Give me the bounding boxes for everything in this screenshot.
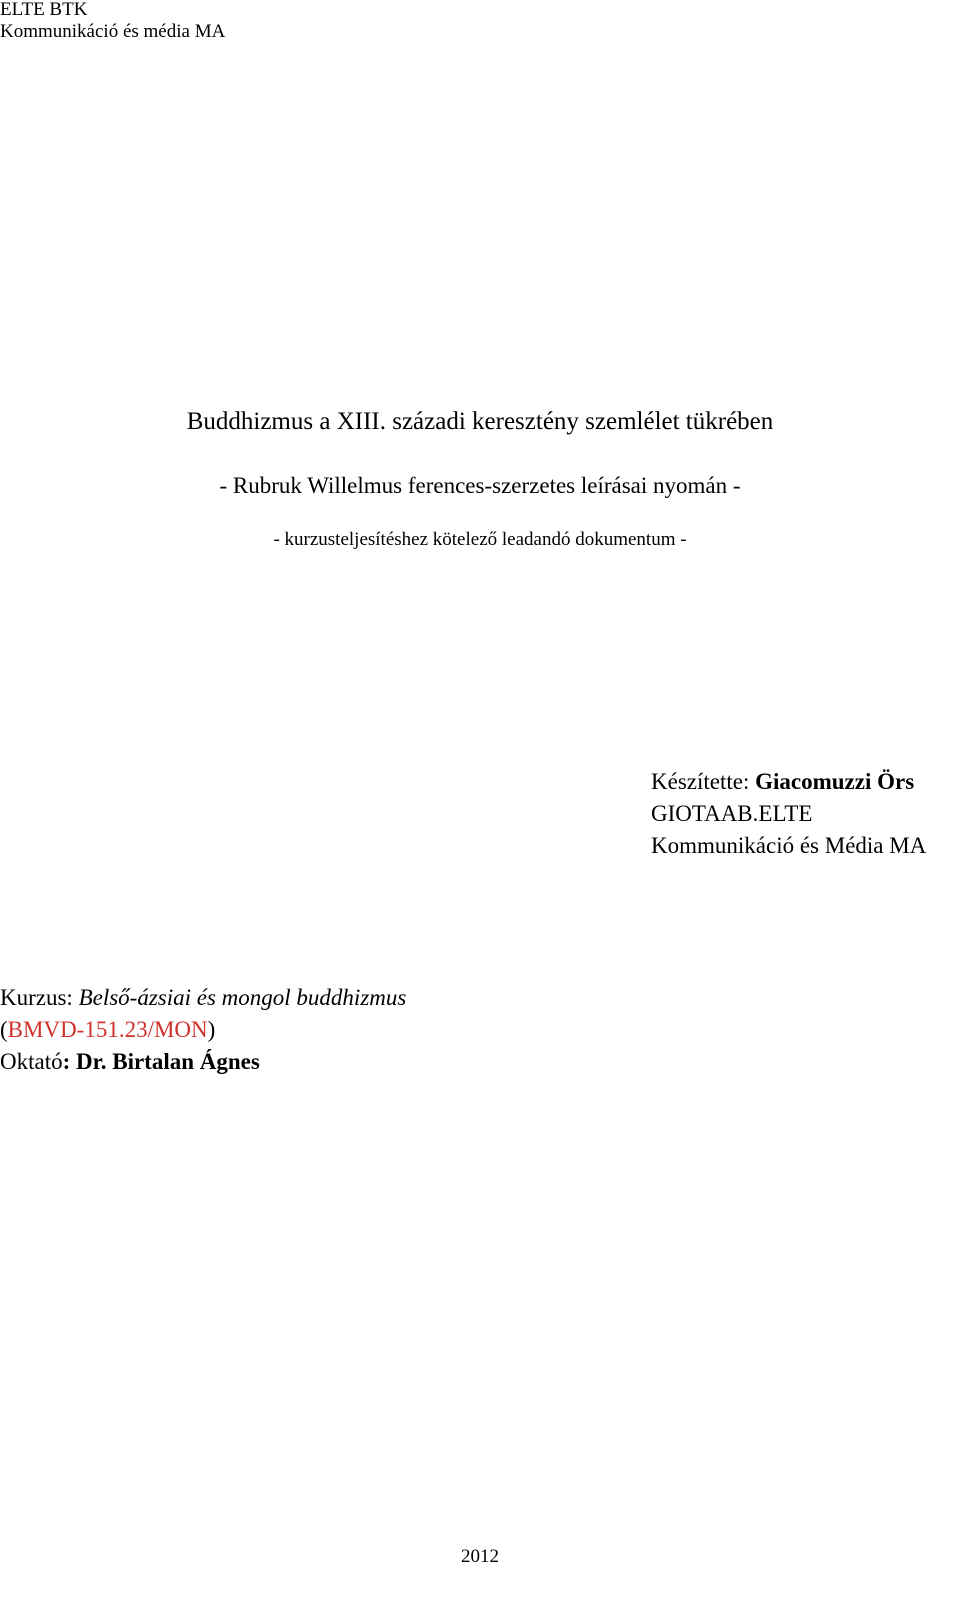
author-code: GIOTAAB.ELTE	[651, 801, 813, 826]
document-subtitle: - Rubruk Willelmus ferences-szerzetes leírásai nyomán -	[219, 473, 741, 498]
course-label: Kurzus:	[0, 985, 79, 1010]
course-code-close: )	[207, 1017, 216, 1042]
header-institution: ELTE BTK	[0, 0, 88, 20]
teacher-colon: :	[62, 1049, 77, 1074]
course-code-open: (	[0, 1017, 8, 1042]
author-program: Kommunikáció és Média MA	[651, 833, 927, 858]
course-name: Belső-ázsiai és mongol buddhizmus	[78, 985, 407, 1010]
author-line	[651, 766, 926, 798]
document-year: 2012	[461, 1546, 499, 1567]
author-name: Giacomuzzi Örs	[755, 769, 915, 794]
teacher-label: Oktató	[0, 1049, 63, 1074]
course-line	[0, 982, 406, 1014]
document-note: - kurzusteljesítéshez kötelező leadandó dokumentum -	[273, 529, 687, 550]
teacher-name: Dr. Birtalan Ágnes	[76, 1049, 260, 1074]
header-program: Kommunikáció és média MA	[0, 21, 226, 42]
course-code: BMVD-151.23/MON	[7, 1017, 208, 1042]
teacher-line	[0, 1046, 406, 1078]
course-code-line	[0, 1014, 406, 1046]
document-title: Buddhizmus a XIII. századi keresztény szemlélet tükrében	[186, 408, 774, 435]
author-label: Készítette:	[651, 769, 756, 794]
course-block	[0, 982, 406, 1078]
author-block	[651, 766, 926, 862]
